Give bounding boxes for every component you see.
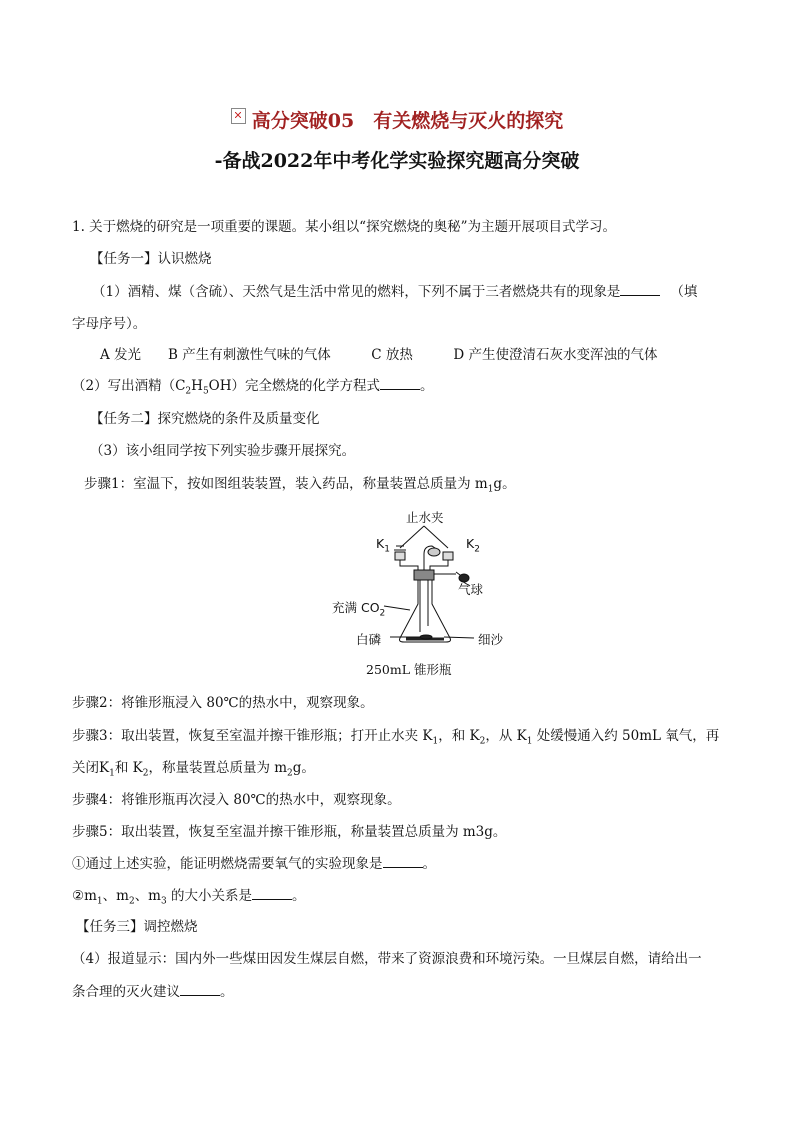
k-letter: K xyxy=(376,536,385,551)
part2-text: （2）写出酒精（C xyxy=(72,378,186,394)
sub-question-1 xyxy=(72,855,436,873)
part2-text: OH）完全燃烧的化学方程式 xyxy=(208,378,381,394)
co2-leader xyxy=(384,606,410,610)
apparatus-figure xyxy=(330,506,520,678)
co2-text: 充满 CO xyxy=(332,600,380,615)
label-balloon: 气球 xyxy=(458,582,484,597)
k1-clamp-body xyxy=(395,552,405,560)
answer-blank[interactable] xyxy=(180,983,220,996)
subscript: 2 xyxy=(128,896,135,907)
subscript: 5 xyxy=(202,386,209,397)
answer-blank[interactable] xyxy=(620,283,660,296)
step3-line2 xyxy=(72,759,315,783)
step-text: ，和 K xyxy=(438,728,480,744)
step1 xyxy=(84,475,516,499)
part2-text-end: 。 xyxy=(420,378,434,394)
clamp-leader-left xyxy=(400,526,424,548)
label-co2 xyxy=(332,598,385,619)
part1-text: （1）酒精、煤（含硫）、天然气是生活中常见的燃料，下列不属于三者燃烧共有的现象是 xyxy=(92,284,621,300)
sub-question-text: 、m xyxy=(134,888,161,904)
subscript: 2 xyxy=(479,736,486,747)
white-phosphorus xyxy=(420,635,432,639)
step-text: g。 xyxy=(493,476,516,492)
subscript: 1 xyxy=(96,896,103,907)
part4-text: 条合理的灭火建议 xyxy=(72,984,180,1000)
step-text: 关闭K xyxy=(72,760,110,776)
part1-text-end: （填 xyxy=(670,284,698,300)
balloon xyxy=(428,548,440,556)
sub-question-end: 。 xyxy=(292,888,306,904)
subscript: 1 xyxy=(487,484,494,495)
question-intro: 1. 关于燃烧的研究是一项重要的课题。某小组以“探究燃烧的奥秘”为主题开展项目式学习。 xyxy=(72,219,616,235)
answer-blank[interactable] xyxy=(252,887,292,900)
step2: 步骤2：将锥形瓶浸入 80℃的热水中，观察现象。 xyxy=(72,695,374,711)
broken-image-icon xyxy=(231,108,246,124)
subscript: 2 xyxy=(474,544,480,555)
question-part3: （3）该小组同学按下列实验步骤开展探究。 xyxy=(90,443,356,459)
flask-diagram xyxy=(330,506,520,678)
part2-text: H xyxy=(191,378,203,394)
sub-question-end: 。 xyxy=(422,856,436,872)
part4-text-end: 。 xyxy=(220,984,234,1000)
step-text: ，称量装置总质量为 m xyxy=(148,760,288,776)
label-sand: 细沙 xyxy=(478,632,504,647)
step5: 步骤5：取出装置，恢复至室温并擦干锥形瓶，称量装置总质量为 m3g。 xyxy=(72,824,507,840)
title-text: 高分突破05 有关燃烧与灭火的探究 xyxy=(251,110,564,132)
step-text: 步骤3：取出装置，恢复至室温并擦干锥形瓶；打开止水夹 K xyxy=(72,728,433,744)
answer-blank[interactable] xyxy=(383,855,423,868)
subscript: 2 xyxy=(142,768,149,779)
question-part4-line2 xyxy=(72,983,234,1001)
task1-heading: 【任务一】认识燃烧 xyxy=(90,251,212,267)
label-clamp: 止水夹 xyxy=(406,510,444,525)
label-k1 xyxy=(376,536,390,555)
label-k2 xyxy=(466,536,480,555)
question-part4-line1: （4）报道显示：国内外一些煤田因发生煤层自燃，带来了资源浪费和环境污染。一旦煤层自燃，请给出一 xyxy=(72,951,702,967)
clamp-leader-right xyxy=(424,526,448,548)
subscript: 2 xyxy=(287,768,293,779)
sub-question-text: 的大小关系是 xyxy=(166,888,253,904)
subscript: 2 xyxy=(379,608,386,619)
sub-question-text: ②m xyxy=(72,888,97,904)
figure-caption: 250mL 锥形瓶 xyxy=(366,662,452,677)
sub-question-2 xyxy=(72,887,306,911)
subscript: 1 xyxy=(432,736,439,747)
k2-clamp-body xyxy=(443,552,453,560)
sand-leader xyxy=(444,637,474,638)
subscript: 1 xyxy=(384,544,390,555)
step-text: ，从 K xyxy=(485,728,527,744)
question-part2 xyxy=(72,377,434,401)
document-subtitle: -备战2022年中考化学实验探究题高分突破 xyxy=(214,150,580,172)
question-part1-line2: 字母序号）。 xyxy=(72,316,147,332)
subscript: 2 xyxy=(185,386,192,397)
subscript: 1 xyxy=(526,736,533,747)
task3-heading: 【任务三】调控燃烧 xyxy=(76,919,198,935)
step-text: 处缓慢通入约 50mL 氧气，再 xyxy=(532,728,720,744)
step-text: 和 K xyxy=(114,760,143,776)
k-letter: K xyxy=(466,536,475,551)
step4: 步骤4：将锥形瓶再次浸入 80℃的热水中，观察现象。 xyxy=(72,792,401,808)
sub-question-text: ①通过上述实验，能证明燃烧需要氧气的实验现象是 xyxy=(72,856,383,872)
answer-blank[interactable] xyxy=(380,377,420,390)
answer-options: A 发光 B 产生有刺激性气味的气体 C 放热 D 产生使澄清石灰水变浑浊的气体 xyxy=(100,347,658,363)
step-text: 步骤1：室温下，按如图组装装置，装入药品，称量装置总质量为 m xyxy=(84,476,488,492)
document-title xyxy=(0,106,794,133)
subscript: 3 xyxy=(161,896,167,907)
label-phosphorus: 白磷 xyxy=(356,632,382,647)
step3-line1 xyxy=(72,727,719,751)
sub-question-text: 、m xyxy=(102,888,129,904)
task2-heading: 【任务二】探究燃烧的条件及质量变化 xyxy=(90,411,320,427)
stopper xyxy=(414,570,434,580)
step-text: g。 xyxy=(292,760,315,776)
subscript: 1 xyxy=(109,768,115,779)
question-part1-line1 xyxy=(92,283,697,301)
flask xyxy=(400,580,451,642)
